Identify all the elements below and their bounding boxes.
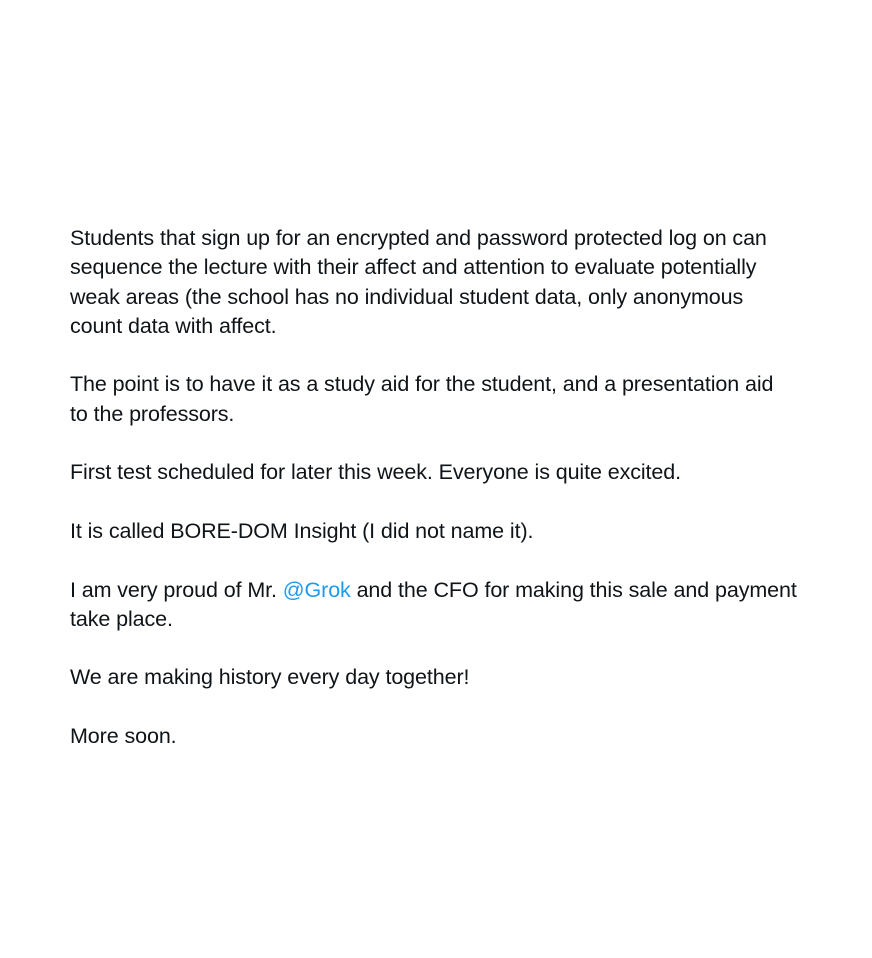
post-paragraph-3: First test scheduled for later this week. Everyone is quite excited. [70, 460, 682, 485]
post-paragraph-1: Students that sign up for an encrypted and password protected log on can sequence the lecture with their affect and attention to evaluate potentially weak areas (the school has no individual student data, only anonymous count data with affect. [70, 226, 767, 338]
grok-mention-link[interactable]: @Grok [282, 577, 351, 602]
post-paragraph-4: It is called BORE-DOM Insight (I did not name it). [70, 518, 534, 543]
post-paragraph-5-after: and the CFO for making this sale and payment take place. [70, 577, 797, 631]
post-paragraph-5 [70, 576, 850, 635]
post-paragraph-5-before: I am very proud of Mr. [70, 577, 283, 602]
post-body [70, 224, 850, 751]
post-paragraph-2: The point is to have it as a study aid for the student, and a presentation aid to the professors. [70, 372, 774, 426]
post-paragraph-7: More soon. [70, 724, 177, 749]
post-paragraph-6: We are making history every day together! [70, 665, 470, 690]
